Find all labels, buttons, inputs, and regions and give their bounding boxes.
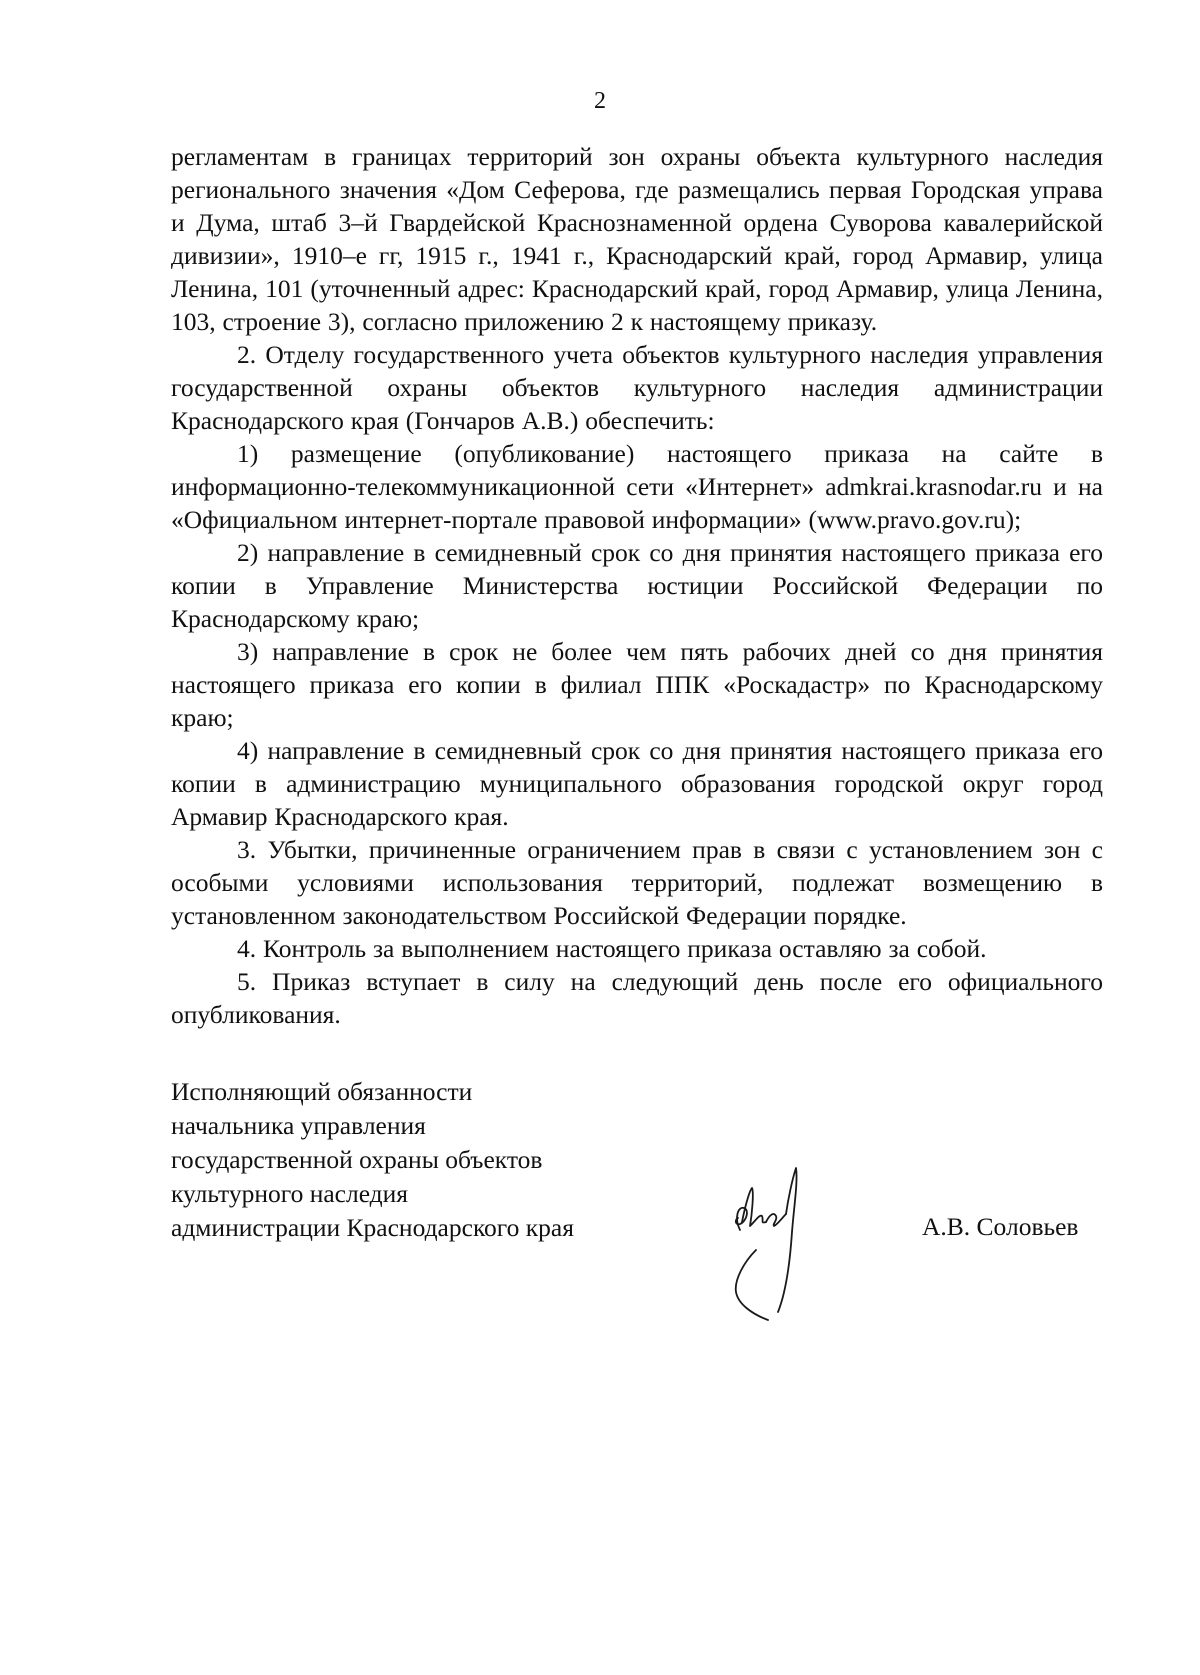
signatory-position-line: администрации Краснодарского края	[171, 1213, 574, 1242]
paragraph-subitem-3: 3) направление в срок не более чем пять рабочих дней со дня принятия настоящего приказа его копии в филиал ППК «Роскадастр» по Краснодарскому краю;	[171, 637, 1103, 732]
paragraph-item-2: 2. Отделу государственного учета объектов культурного наследия управления государственной охраны объектов культурного наследия администрации Краснодарского края (Гончаров А.В.) обеспечить:	[171, 340, 1103, 435]
paragraph-item-5: 5. Приказ вступает в силу на следующий день после его официального опубликования.	[171, 967, 1103, 1029]
document-body	[171, 140, 1103, 1031]
signatory-name: А.В. Соловьев	[922, 1212, 1079, 1241]
paragraph-item-3: 3. Убытки, причиненные ограничением прав в связи с установлением зон с особыми условиями использования территорий, подлежат возмещению в установленном законодательством Российской Федерации порядке.	[171, 835, 1103, 930]
signatory-position-line: начальника управления	[171, 1111, 426, 1140]
paragraph-subitem-2: 2) направление в семидневный срок со дня принятия настоящего приказа его копии в Управление Министерства юстиции Российской Федерации по Краснодарскому краю;	[171, 538, 1103, 633]
paragraph-subitem-1: 1) размещение (опубликование) настоящего приказа на сайте в информационно-телекоммуникационной сети «Интернет» admkrai.krasnodar.ru и на «Официальном интернет-портале правовой информации» (www.pravo.gov.ru);	[171, 439, 1103, 534]
paragraph-item-4: 4. Контроль за выполнением настоящего приказа оставляю за собой.	[237, 934, 987, 963]
signatory-position-line: Исполняющий обязанности	[171, 1077, 473, 1106]
page-number: 2	[594, 88, 606, 114]
signatory-position	[171, 1075, 731, 1245]
signatory-position-line: культурного наследия	[171, 1179, 409, 1208]
handwritten-signature	[722, 1162, 832, 1324]
paragraph-continuation: регламентам в границах территорий зон охраны объекта культурного наследия регионального значения «Дом Сеферова, где размещались первая Городская управа и Дума, штаб 3–й Гвардейской Краснознаменной ордена Суворова кавалерийской дивизии», 1910–е гг, 1915 г., 1941 г., Краснодарский край, город Армавир, улица Ленина, 101 (уточненный адрес: Краснодарский край, город Армавир, улица Ленина, 103, строение 3), согласно приложению 2 к настоящему приказу.	[171, 142, 1103, 336]
signatory-position-line: государственной охраны объектов	[171, 1145, 543, 1174]
paragraph-subitem-4: 4) направление в семидневный срок со дня принятия настоящего приказа его копии в администрацию муниципального образования городской округ город Армавир Краснодарского края.	[171, 736, 1103, 831]
